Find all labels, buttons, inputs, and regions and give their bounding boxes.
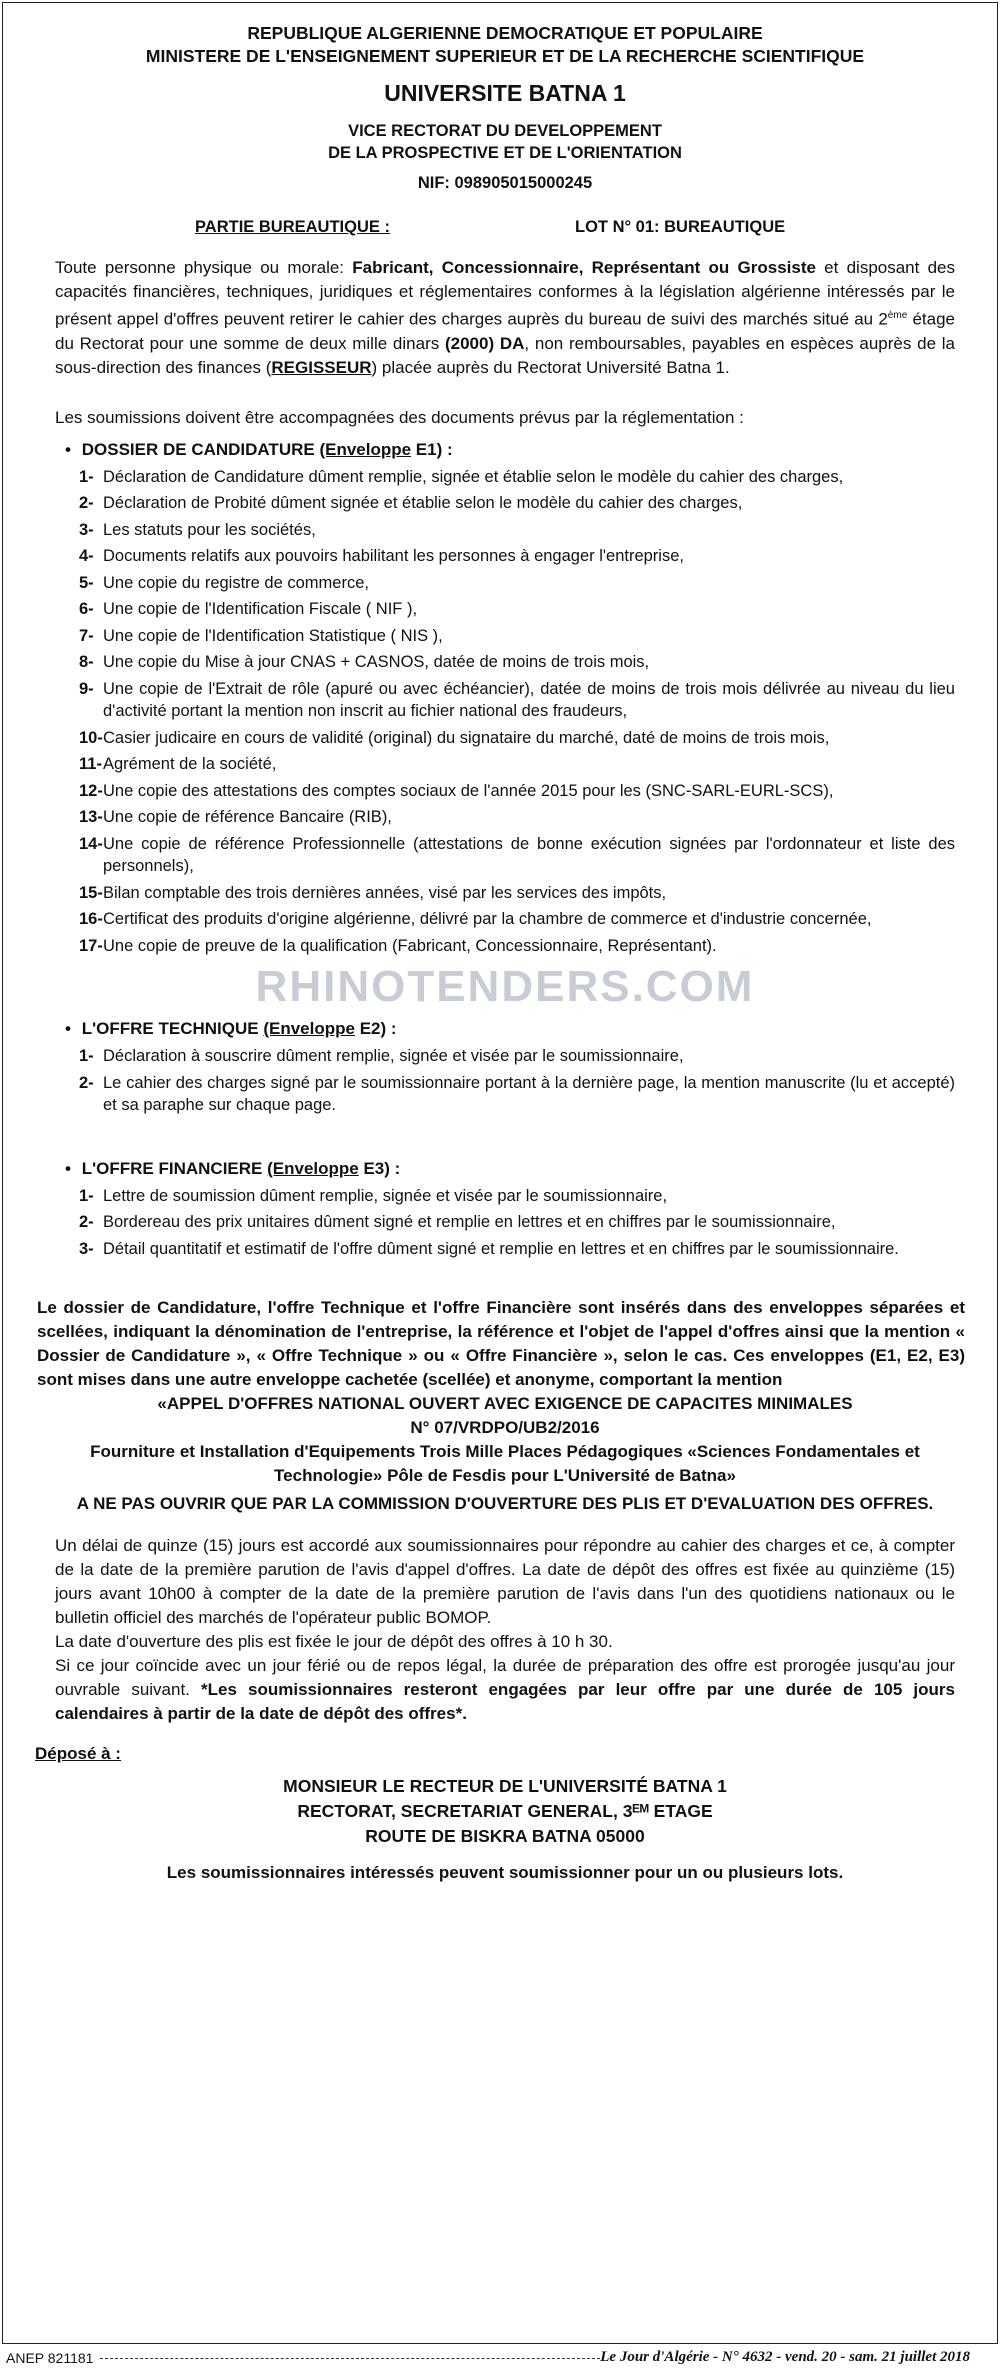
- intro-paragraph: [55, 256, 955, 380]
- dossier-item-text: Déclaration de Candidature dûment remplie, signée et établie selon le modèle du cahier des charges,: [103, 467, 844, 486]
- dossier-item: [55, 466, 955, 489]
- technique-item-number: 2-: [79, 1073, 94, 1092]
- dossier-item: [55, 625, 955, 648]
- intro-price: (2000) DA: [444, 333, 525, 353]
- technique-title-text: L'OFFRE TECHNIQUE: [81, 1019, 259, 1039]
- address-line-1: MONSIEUR LE RECTEUR DE L'UNIVERSITÉ BATNA 1: [283, 1776, 727, 1797]
- financiere-item-number: 2-: [79, 1213, 94, 1232]
- dossier-envelope: (Enveloppe: [319, 439, 412, 459]
- intro-sup: ème: [887, 310, 908, 321]
- deadline-paragraph-1: Un délai de quinze (15) jours est accordé aux soumissionnaires pour répondre au cahier des charges et ce, à compter de la date de la première parution de l'avis d'appel d'offres. La date de dépôt des offres est fixée au quinzième (15) jours avant 10h00 à compter de la date de la première parution de l'avis dans l'un des quotidiens nationaux ou le bulletin officiel des marchés de l'opérateur public BOMOP.: [55, 1536, 955, 1628]
- depose-label: Déposé à :: [35, 1744, 121, 1764]
- header-ministry: MINISTERE DE L'ENSEIGNEMENT SUPERIEUR ET DE LA RECHERCHE SCIENTIFIQUE: [145, 46, 865, 66]
- financiere-item: [55, 1211, 955, 1234]
- dossier-item: [55, 545, 955, 568]
- header-republic: REPUBLIQUE ALGERIENNE DEMOCRATIQUE ET POPULAIRE: [247, 23, 763, 43]
- dossier-envelope-id: E1) :: [411, 439, 453, 459]
- dossier-item-text: Casier judicaire en cours de validité (original) du signataire du marché, daté de moins de trois mois,: [103, 728, 830, 747]
- dossier-item-text: Agrément de la société,: [103, 755, 277, 774]
- bullet-icon: •: [65, 1019, 71, 1039]
- intro-text-1: Toute personne physique ou morale:: [55, 258, 353, 277]
- dossier-item: [55, 727, 955, 750]
- bullet-icon: •: [65, 439, 71, 459]
- dossier-item-number: 13-: [79, 808, 103, 827]
- dossier-item-text: Une copie de l'Extrait de rôle (apuré ou avec échéancier), datée de moins de trois mois délivrée au niveau du lieu d'activité portant la mention non inscrit au fichier national des fraudeurs,: [103, 679, 955, 721]
- technique-item: [55, 1045, 955, 1068]
- dossier-item: [55, 678, 955, 723]
- financiere-item-text: Lettre de soumission dûment remplie, signée et visée par le soumissionnaire,: [103, 1186, 668, 1205]
- dossier-item: [55, 651, 955, 674]
- dossier-item: [55, 780, 955, 803]
- envelopes-paragraph: Le dossier de Candidature, l'offre Technique et l'offre Financière sont insérés dans des enveloppes séparées et scellées, indiquant la dénomination de l'entreprise, la référence et l'objet de l'appel d'offres ainsi que la mention « Dossier de Candidature », « Offre Technique » ou « Offre Financière », selon le cas. Ces enveloppes (E1, E2, E3) sont mises dans une autre enveloppe cachetée (scellée) et anonyme, comportant la mention: [37, 1298, 965, 1390]
- dossier-item-number: 6-: [79, 600, 94, 619]
- dossier-item-number: 8-: [79, 653, 94, 672]
- deadline-paragraph-3: [55, 1654, 955, 1726]
- footer-divider: [100, 2358, 600, 2359]
- financiere-list: [55, 1185, 955, 1261]
- call-title: «APPEL D'OFFRES NATIONAL OUVERT AVEC EXIGENCE DE CAPACITES MINIMALES: [157, 1394, 853, 1414]
- technique-title: [65, 1017, 955, 1041]
- technique-item-text: Le cahier des charges signé par le soumissionnaire portant à la dernière page, la mention manuscrite (lu et accepté) et sa paraphe sur chaque page.: [103, 1073, 955, 1115]
- dossier-item-text: Une copie de l'Identification Statistique ( NIS ),: [103, 626, 443, 645]
- final-note: Les soumissionnaires intéressés peuvent soumissionner pour un ou plusieurs lots.: [166, 1863, 844, 1883]
- dossier-item-number: 15-: [79, 883, 103, 902]
- dossier-item-number: 4-: [79, 547, 94, 566]
- financiere-title-text: L'OFFRE FINANCIERE: [81, 1158, 263, 1178]
- university-title: UNIVERSITE BATNA 1: [384, 80, 626, 106]
- vice-rectorat-line2: DE LA PROSPECTIVE ET DE L'ORIENTATION: [328, 144, 682, 162]
- docs-intro: Les soumissions doivent être accompagnées des documents prévus par la réglementation :: [55, 407, 744, 427]
- dossier-item: [55, 882, 955, 905]
- dossier-title: [65, 438, 955, 462]
- intro-text-6: , non remboursables, payables en espèces auprès de la sous-direction des finances (: [55, 333, 956, 377]
- dossier-item: [55, 833, 955, 878]
- do-not-open-warning: A NE PAS OUVRIR QUE PAR LA COMMISSION D'OUVERTURE DES PLIS ET D'EVALUATION DES OFFRES.: [76, 1494, 934, 1514]
- intro-text-8: ) placée auprès du Rectorat Université Batna 1.: [371, 357, 730, 377]
- technique-item: [55, 1072, 955, 1117]
- dossier-item-number: 11-: [79, 755, 102, 774]
- footer: [0, 2346, 1000, 2370]
- dossier-item-text: Documents relatifs aux pouvoirs habilitant les personnes à engager l'entreprise,: [103, 547, 684, 566]
- dossier-item-number: 1-: [79, 467, 94, 486]
- financiere-title: [65, 1157, 955, 1181]
- dossier-item-text: Une copie des attestations des comptes sociaux de l'année 2015 pour les (SNC-SARL-EURL-SCS),: [103, 781, 834, 800]
- dossier-item-number: 7-: [79, 626, 94, 645]
- financiere-item-number: 1-: [79, 1186, 94, 1205]
- dossier-item-text: Une copie de référence Professionnelle (attestations de bonne exécution signées par l'ordonnateur et liste des personnels),: [103, 834, 955, 876]
- financiere-item-text: Détail quantitatif et estimatif de l'offre dûment signé et remplie en lettres et en chiffres par le soumissionnaire.: [103, 1239, 899, 1258]
- address-line-3: ROUTE DE BISKRA BATNA 05000: [365, 1826, 645, 1847]
- intro-regisseur: REGISSEUR: [271, 357, 372, 377]
- dossier-item-text: Une copie de référence Bancaire (RIB),: [103, 808, 392, 827]
- address-line-2: RECTORAT, SECRETARIAT GENERAL, 3ᴱᴹ ETAGE: [297, 1801, 713, 1822]
- intro-bidder-types: Fabricant, Concessionnaire, Représentant ou Grossiste: [352, 258, 816, 277]
- financiere-envelope-id: E3) :: [358, 1158, 401, 1178]
- dossier-item-number: 12-: [79, 781, 103, 800]
- dossier-item: [55, 806, 955, 829]
- dossier-item: [55, 492, 955, 515]
- dossier-item-number: 9-: [79, 679, 94, 698]
- technique-item-number: 1-: [79, 1047, 94, 1066]
- financiere-envelope: (Enveloppe: [267, 1158, 359, 1178]
- financiere-item-number: 3-: [79, 1239, 94, 1258]
- intro-text-4: étage du Rectorat pour une somme de deux mille dinars: [55, 309, 955, 353]
- dossier-item-number: 16-: [79, 910, 103, 929]
- vice-rectorat-line1: VICE RECTORAT DU DEVELOPPEMENT: [348, 122, 662, 140]
- dossier-item: [55, 598, 955, 621]
- financiere-item: [55, 1185, 955, 1208]
- dossier-item-number: 14-: [79, 834, 103, 853]
- dossier-item: [55, 753, 955, 776]
- dossier-item-number: 5-: [79, 573, 94, 592]
- dossier-item: [55, 908, 955, 931]
- dossier-item-text: Une copie de preuve de la qualification (Fabricant, Concessionnaire, Représentant).: [103, 936, 717, 955]
- dossier-item-text: Une copie du registre de commerce,: [103, 573, 369, 592]
- deadline-paragraph-2: La date d'ouverture des plis est fixée le jour de dépôt des offres à 10 h 30.: [55, 1632, 613, 1652]
- dossier-item-text: Les statuts pour les sociétés,: [103, 520, 316, 539]
- call-object: Fourniture et Installation d'Equipements Trois Mille Places Pédagogiques «Sciences Fondamentales et Technologie» Pôle de Fesdis pour L'Université de Batna»: [90, 1442, 920, 1486]
- dossier-title-text: DOSSIER DE CANDIDATURE: [81, 439, 315, 459]
- document-content: [35, 22, 965, 1883]
- dossier-item-text: Déclaration de Probité dûment signée et établie selon le modèle du cahier des charges,: [103, 494, 743, 513]
- dossier-item: [55, 935, 955, 958]
- nif-number: NIF: 098905015000245: [417, 174, 593, 192]
- deadline-validity: *Les soumissionnaires resteront engagées par leur offre par une durée de 105 jours calendaires à partir de la date de dépôt des offres*.: [55, 1680, 955, 1724]
- financiere-item-text: Bordereau des prix unitaires dûment signé et remplie en lettres et en chiffres par le soumissionnaire,: [103, 1213, 836, 1232]
- dossier-item-text: Bilan comptable des trois dernières années, visé par les services des impôts,: [103, 883, 667, 902]
- lot-label: LOT N° 01: BUREAUTIQUE: [575, 218, 786, 236]
- dossier-item-number: 17-: [79, 936, 103, 955]
- dossier-item-text: Certificat des produits d'origine algérienne, délivré par la chambre de commerce et d'industrie concernée,: [103, 910, 872, 929]
- call-reference: N° 07/VRDPO/UB2/2016: [410, 1418, 600, 1438]
- bullet-icon: •: [65, 1158, 71, 1178]
- technique-list: [55, 1045, 955, 1117]
- technique-item-text: Déclaration à souscrire dûment remplie, signée et visée par le soumissionnaire,: [103, 1047, 684, 1066]
- technique-envelope: (Enveloppe: [263, 1019, 355, 1039]
- dossier-item-text: Une copie du Mise à jour CNAS + CASNOS, datée de moins de trois mois,: [103, 653, 650, 672]
- journal-reference: Le Jour d'Algérie - N° 4632 - vend. 20 - sam. 21 juillet 2018: [600, 2349, 970, 2365]
- dossier-item-text: Une copie de l'Identification Fiscale ( NIF ),: [103, 600, 418, 619]
- dossier-item-number: 10-: [79, 728, 103, 747]
- intro-text-3: et disposant des capacités financières, techniques, juridiques et réglementaires conformes à la législation algérienne intéressés par le présent appel d'offres peuvent retirer le cahier des charges auprès du bureau de suivi des marchés situé au 2: [55, 258, 955, 329]
- partie-label: PARTIE BUREAUTIQUE :: [195, 218, 390, 236]
- dossier-item: [55, 572, 955, 595]
- financiere-item: [55, 1238, 955, 1261]
- technique-envelope-id: E2) :: [354, 1019, 397, 1039]
- partie-row: [55, 218, 955, 242]
- watermark: RHINOTENDERS.COM: [255, 962, 755, 1012]
- dossier-item-number: 3-: [79, 520, 94, 539]
- dossier-item: [55, 519, 955, 542]
- deadline-extension: Si ce jour coïncide avec un jour férié ou de repos légal, la durée de préparation des offre est prorogée jusqu'au jour ouvrable suivant.: [55, 1656, 955, 1700]
- dossier-list: [55, 466, 955, 958]
- dossier-item-number: 2-: [79, 494, 94, 513]
- address-block: [55, 1774, 955, 1849]
- anep-reference: ANEP 821181: [6, 2350, 94, 2366]
